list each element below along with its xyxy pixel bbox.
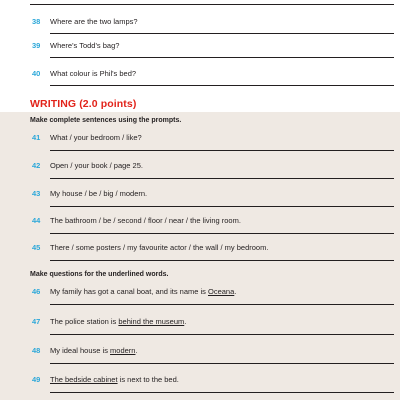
writing-section-background — [0, 112, 400, 400]
answer-line — [50, 206, 394, 207]
prompt-text: The bathroom / be / second / floor / near / the living room. — [50, 216, 241, 225]
answer-line — [50, 178, 394, 179]
underlined-words: modern — [110, 346, 136, 355]
answer-line — [50, 33, 394, 34]
prompt-text: My ideal house is modern. — [50, 346, 138, 355]
question-text: Where are the two lamps? — [50, 17, 138, 26]
question-number: 44 — [32, 216, 41, 225]
question-number: 42 — [32, 161, 41, 170]
instruction-prompts: Make complete sentences using the prompts. — [30, 117, 182, 124]
answer-line — [50, 304, 394, 305]
question-number: 47 — [32, 317, 41, 326]
question-number: 38 — [32, 17, 41, 26]
question-number: 49 — [32, 375, 41, 384]
question-number: 48 — [32, 346, 41, 355]
question-text: Where's Todd's bag? — [50, 41, 120, 50]
prompt-text: There / some posters / my favourite actor / the wall / my bedroom. — [50, 243, 269, 252]
answer-line — [50, 233, 394, 234]
prompt-text: My house / be / big / modern. — [50, 189, 148, 198]
answer-line — [50, 392, 394, 393]
prompt-text: Open / your book / page 25. — [50, 161, 143, 170]
answer-line — [30, 4, 394, 5]
prompt-text: My family has got a canal boat, and its name is Oceana. — [50, 287, 237, 296]
underlined-words: behind the museum — [118, 317, 185, 326]
answer-line — [50, 85, 394, 86]
answer-line — [50, 363, 394, 364]
question-number: 40 — [32, 69, 41, 78]
instruction-underlined: Make questions for the underlined words. — [30, 271, 169, 278]
answer-line — [50, 334, 394, 335]
prompt-text: The bedside cabinet is next to the bed. — [50, 375, 179, 384]
answer-line — [50, 57, 394, 58]
question-number: 45 — [32, 243, 41, 252]
section-title-writing: WRITING (2.0 points) — [30, 98, 137, 110]
prompt-text: The police station is behind the museum. — [50, 317, 187, 326]
prompt-text: What / your bedroom / like? — [50, 133, 142, 142]
underlined-words: The bedside cabinet — [50, 375, 118, 384]
underlined-words: Oceana — [208, 287, 235, 296]
answer-line — [50, 260, 394, 261]
question-text: What colour is Phil's bed? — [50, 69, 137, 78]
question-number: 46 — [32, 287, 41, 296]
question-number: 41 — [32, 133, 41, 142]
question-number: 43 — [32, 189, 41, 198]
question-number: 39 — [32, 41, 41, 50]
answer-line — [50, 150, 394, 151]
